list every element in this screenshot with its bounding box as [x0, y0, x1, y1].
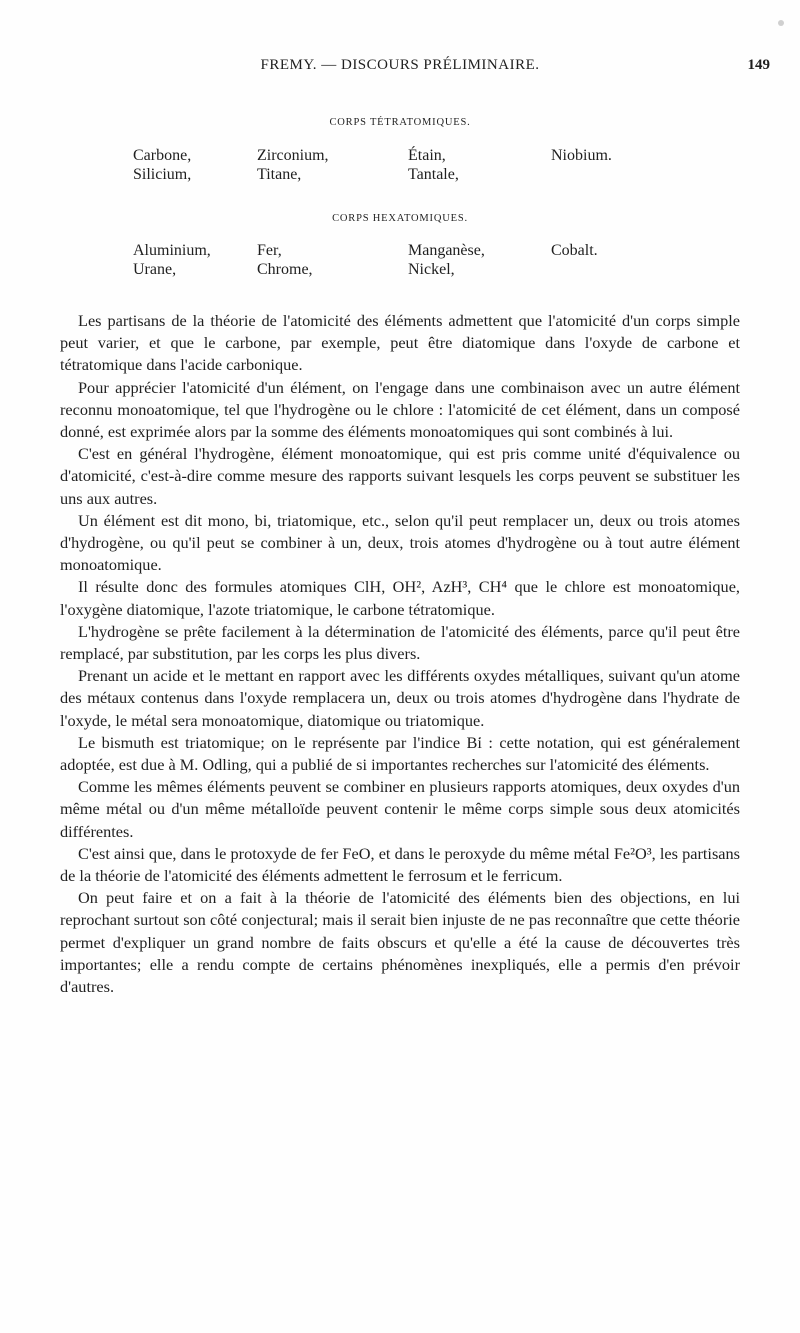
element-name: Étain, — [408, 147, 446, 164]
element-name: Cobalt. — [551, 242, 598, 259]
element-name: Silicium, — [133, 166, 192, 183]
element-name: Tantale, — [408, 166, 459, 183]
paragraph: Un élément est dit mono, bi, triatomique, etc., selon qu'il peut remplacer un, deux ou trois atomes d'hydrogène, ou qu'il peut se combiner à un, deux, trois atomes d'hydrogène ou à tout autre élément monoatomique. — [60, 510, 740, 575]
paragraph: C'est en général l'hydrogène, élément monoatomique, qui est pris comme unité d'équivalence ou d'atomicité, c'est-à-dire comme mesure des rapports suivant lesquels les corps peuvent se substituer les uns aux autres. — [60, 444, 740, 508]
body-text — [60, 310, 740, 998]
running-head — [60, 57, 770, 79]
element-name: Manganèse, — [408, 242, 485, 259]
section-heading-tetratomic: CORPS TÉTRATOMIQUES. — [329, 117, 471, 128]
element-name: Titane, — [257, 166, 302, 183]
table-row — [0, 165, 800, 184]
page-number: 149 — [747, 57, 770, 73]
paragraph: Le bismuth est triatomique; on le représente par l'indice B͘i : cette notation, qui est généralement adoptée, est due à M. Odling, qui a publié de si importantes recherches sur l'atomicité des éléments. — [60, 732, 740, 775]
tetratomic-elements-table — [0, 146, 800, 184]
element-name: Urane, — [133, 261, 177, 278]
element-name: Zirconium, — [257, 147, 329, 164]
paragraph: Il résulte donc des formules atomiques ClH, OH², AzH³, CH⁴ que le chlore est monoatomique, l'oxygène diatomique, l'azote triatomique, le carbone tétratomique. — [60, 577, 740, 619]
running-title: FREMY. — DISCOURS PRÉLIMINAIRE. — [260, 57, 540, 73]
element-name: Carbone, — [133, 147, 192, 164]
table-row — [0, 260, 800, 279]
paragraph: Les partisans de la théorie de l'atomicité des éléments admettent que l'atomicité d'un corps simple peut varier, et que le carbone, par exemple, peut être diatomique dans l'oxyde de carbone et tétratomique dans l'acide carbonique. — [60, 311, 740, 375]
element-name: Chrome, — [257, 261, 313, 278]
paragraph: Prenant un acide et le mettant en rapport avec les différents oxydes métalliques, suivant qu'un atome des métaux contenus dans l'oxyde remplacera un, deux ou trois atomes d'hydrogène dans l'hydrate de l'oxyde, le métal sera monoatomique, diatomique ou triatomique. — [60, 666, 740, 730]
table-row — [0, 241, 800, 260]
paragraph: C'est ainsi que, dans le protoxyde de fer FeO, et dans le peroxyde du même métal Fe²O³, les partisans de la théorie de l'atomicité des éléments admettent le ferrosum et le ferricum. — [60, 843, 740, 886]
paragraph: Pour apprécier l'atomicité d'un élément, on l'engage dans une combinaison avec un autre élément reconnu monoatomique, tel que l'hydrogène ou le chlore : l'atomicité de cet élément, dans un composé donné, est exprimée alors par la somme des éléments monoatomiques qui sont combinés à lui. — [60, 377, 740, 442]
element-name: Aluminium, — [133, 242, 211, 259]
element-name: Niobium. — [551, 147, 612, 164]
hexatomic-elements-table — [0, 241, 800, 279]
paragraph: Comme les mêmes éléments peuvent se combiner en plusieurs rapports atomiques, deux oxydes d'un même métal ou d'un même métalloïde peuvent contenir le même corps simple sous deux atomicités différentes. — [60, 777, 740, 841]
paragraph: On peut faire et on a fait à la théorie de l'atomicité des éléments bien des objections, en lui reprochant surtout son côté conjectural; mais il serait bien injuste de ne pas reconnaître que cette théorie permet d'expliquer un grand nombre de faits obscurs et qu'elle a été la cause de découvertes très importantes; elle a rendu compte de certains phénomènes inexpliqués, elle a permis d'en prévoir d'autres. — [60, 888, 740, 997]
paragraph: L'hydrogène se prête facilement à la détermination de l'atomicité des éléments, parce qu'il peut être remplacé, par substitution, par les corps les plus divers. — [60, 621, 740, 664]
table-row — [0, 146, 800, 165]
section-heading-hexatomic: CORPS HEXATOMIQUES. — [332, 213, 468, 224]
element-name: Fer, — [257, 242, 282, 259]
element-name: Nickel, — [408, 261, 455, 278]
scan-speck — [778, 20, 784, 26]
